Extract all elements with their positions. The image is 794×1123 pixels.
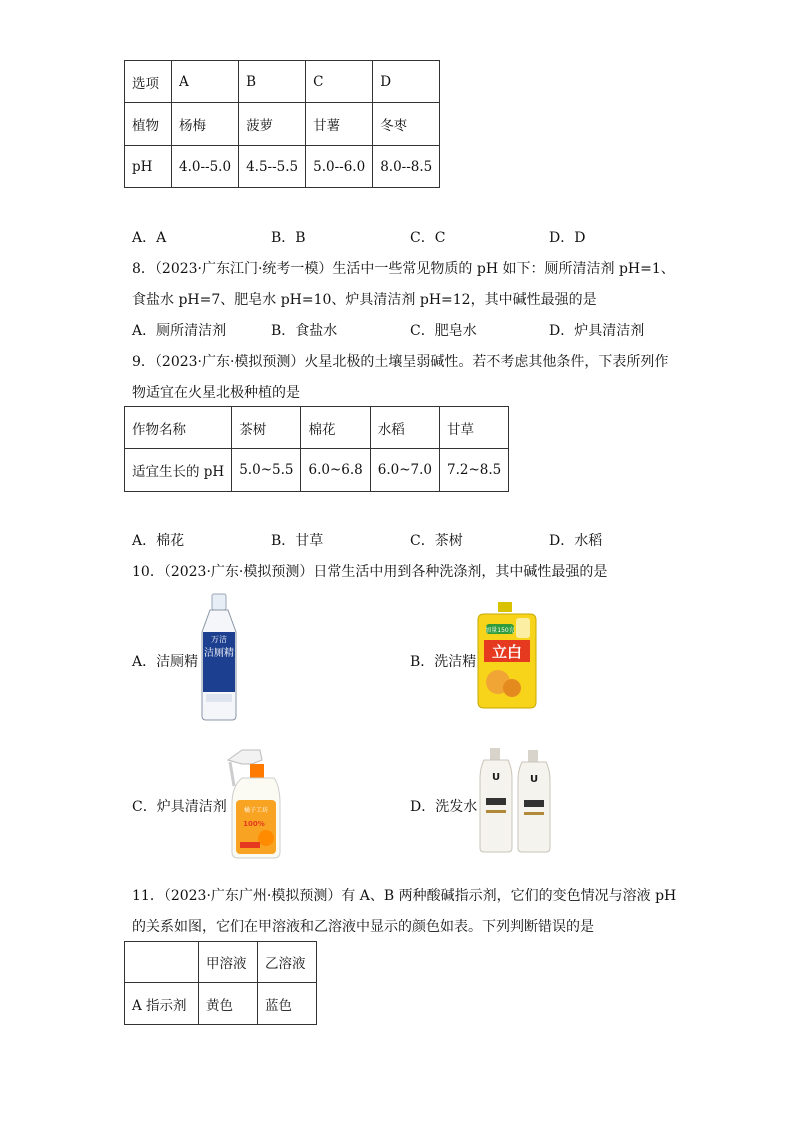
q10-stem: 10．（2023·广东·模拟预测）日常生活中用到各种洗涤剂，其中碱性最强的是 [132,564,608,580]
table-cell: 4.5--5.5 [239,146,306,188]
q7-option-d[interactable]: D．D [549,230,586,246]
table-cell: 水稻 [370,407,439,449]
table-cell: 甲溶液 [199,942,258,983]
q11-stem-line2: 的关系如图，它们在甲溶液和乙溶液中显示的颜色如表。下列判断错误的是 [132,919,594,935]
toilet-brand-text: 万洁 [211,635,227,644]
table-cell: 8.0--8.5 [373,146,440,188]
q8-option-c[interactable]: C．肥皂水 [410,323,477,339]
q8-option-b[interactable]: B．食盐水 [271,323,338,339]
q9-option-c[interactable]: C．茶树 [410,533,463,549]
q9-option-b[interactable]: B．甘草 [271,533,324,549]
table-cell: 黄色 [199,983,258,1025]
q8-option-d[interactable]: D．炉具清洁剂 [549,323,645,339]
table-cell: A [172,61,239,103]
table-cell: 甘薯 [306,103,373,146]
q10-option-a[interactable]: A．洁厕精 [132,654,199,670]
shampoo-logo-text: U [491,772,501,783]
toilet-name-text: 洁厕精 [204,648,234,659]
table-cell: 棉花 [301,407,370,449]
spray-name-text: 橘子工坊 [243,807,269,814]
toilet-cleaner-bottle-image [198,592,242,722]
q10-option-b[interactable]: B．洗洁精 [410,654,477,670]
dish-brand-text: 立白 [491,643,523,661]
table-cell: 茶树 [232,407,301,449]
q8-stem-line2: 食盐水 pH=7、肥皂水 pH=10、炉具清洁剂 pH=12，其中碱性最强的是 [132,292,597,308]
q9-table [124,406,509,492]
table-cell: D [373,61,440,103]
q9-option-d[interactable]: D．水稻 [549,533,603,549]
dish-soap-bottle-image [476,602,538,710]
shampoo-logo-text: U [529,774,539,785]
q7-table [124,60,440,188]
table-cell: 杨梅 [172,103,239,146]
table-cell: 乙溶液 [258,942,317,983]
table-cell: C [306,61,373,103]
table-cell: 适宜生长的 pH [125,449,232,492]
q9-stem-line1: 9．（2023·广东·模拟预测）火星北极的土壤呈弱碱性。若不考虑其他条件，下表所列作 [132,354,669,370]
stove-cleaner-spray-image [224,746,284,860]
table-cell: pH [125,146,172,188]
spray-percent-text: 100% [243,820,265,828]
q11-table [124,941,317,1025]
q9-stem-line2: 物适宜在火星北极种植的是 [132,385,300,401]
table-cell: 5.0--6.0 [306,146,373,188]
q8-option-a[interactable]: A．厕所清洁剂 [132,323,227,339]
table-cell: 甘草 [440,407,509,449]
q10-option-c[interactable]: C．炉具清洁剂 [132,799,227,815]
q7-option-b[interactable]: B．B [271,230,306,246]
table-cell: 7.2~8.5 [440,449,509,492]
table-cell: 蓝色 [258,983,317,1025]
dish-badge-text: 加量150克 [485,627,515,634]
table-cell: 5.0~5.5 [232,449,301,492]
table-cell: 冬枣 [373,103,440,146]
q7-option-c[interactable]: C．C [410,230,446,246]
q11-stem-line1: 11．（2023·广东广州·模拟预测）有 A、B 两种酸碱指示剂，它们的变色情况与溶液 pH [132,888,677,904]
table-cell: 作物名称 [125,407,232,449]
table-cell: 4.0--5.0 [172,146,239,188]
table-cell [125,942,199,983]
q8-stem-line1: 8．（2023·广东江门·统考一模）生活中一些常见物质的 pH 如下：厕所清洁剂 pH=1、 [132,261,675,277]
table-cell: A 指示剂 [125,983,199,1025]
shampoo-bottles-image [478,748,562,854]
table-cell: 6.0~6.8 [301,449,370,492]
q9-option-a[interactable]: A．棉花 [132,533,185,549]
table-cell: 植物 [125,103,172,146]
table-cell: 6.0~7.0 [370,449,439,492]
table-cell: B [239,61,306,103]
table-cell: 菠萝 [239,103,306,146]
q10-option-d[interactable]: D．洗发水 [410,799,478,815]
table-cell: 选项 [125,61,172,103]
q7-option-a[interactable]: A．A [132,230,167,246]
